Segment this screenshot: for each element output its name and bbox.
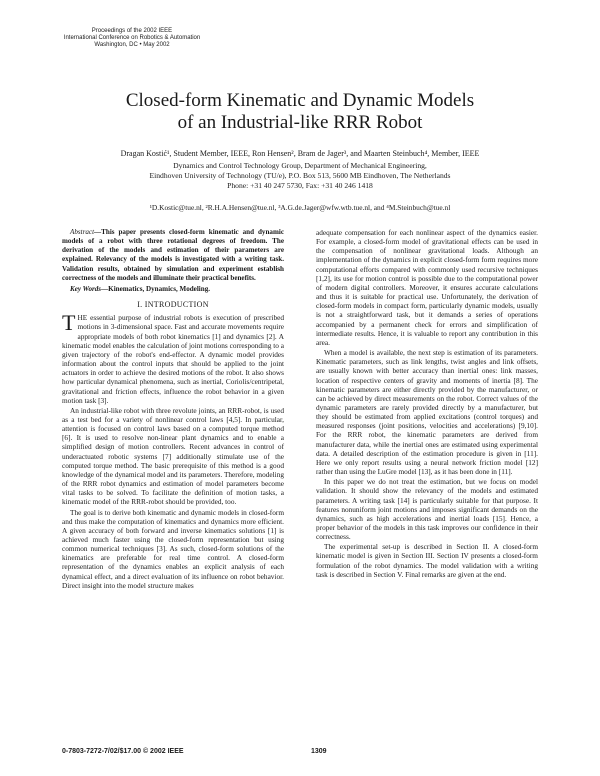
proceedings-header <box>62 28 202 49</box>
page-number: 1309 <box>311 748 327 755</box>
paragraph-text: HE essential purpose of industrial robots is execution of prescribed motions in 3-dimensional space. Fast and accurate movements require appropriate models of both robot kinematics [1] and dynamics [2]. A kinematic model enables the calculation of joint motions corresponding to a given trajectory of the robot's end-effector. A dynamic model provides information about the control inputs that should be applied to the joint actuators in order to achieve the desired motions of the robot. It also shows how particular dynamical phenomena, such as inertial, Coriolis/centripetal, gravitational and friction effects, influence the robot behavior in a given motion task [3]. <box>62 313 284 405</box>
paragraph <box>62 310 284 405</box>
section-heading: I. INTRODUCTION <box>137 300 209 310</box>
drop-cap: T <box>62 310 76 336</box>
affiliation <box>60 161 540 191</box>
title-line: of an Industrial-like RRR Robot <box>177 112 423 133</box>
paper-title <box>60 90 540 134</box>
affiliation-line: Dynamics and Control Technology Group, Department of Mechanical Engineering, <box>173 161 427 170</box>
proceedings-line: Washington, DC • May 2002 <box>94 42 170 48</box>
title-line: Closed-form Kinematic and Dynamic Models <box>125 90 475 111</box>
keywords-text: —Kinematics, Dynamics, Modeling. <box>101 284 211 293</box>
paragraph: In this paper we do not treat the estimation, but we focus on model validation. It should show the relevancy of the models and estimated parameters. A writing task [14] is particularly suitable for that purpose. It features nonuniform joint motions and imposes significant demands on the dynamics, such as high accelerations and inertial loads [15]. Hence, a proper behavior of the models in this task improves our confidence in their correctness. <box>316 477 538 542</box>
affiliation-line: Phone: +31 40 247 5730, Fax: +31 40 246 1418 <box>227 181 373 190</box>
paragraph: The experimental set-up is described in Section II. A closed-form kinematic model is given in Section III. Section IV presents a closed-form formulation of the robot dynamics. The model validation with a writing task is described in Section V. Final remarks are given at the end. <box>316 542 538 579</box>
paragraph: The goal is to derive both kinematic and dynamic models in closed-form and thus make the computation of kinematics and dynamics more efficient. A given accuracy of both forward and inverse kinematics solutions [1] is achieved much faster using the closed-form representation but using common numerical techniques [3]. As such, closed-form solutions of the kinematics are preferable for real time control. A closed-form representation of the dynamics enables an explicit analysis of each dynamical effect, and a direct evaluation of its influence on robot behavior. Direct insight into the model structure makes <box>62 507 284 590</box>
proceedings-line: International Conference on Robotics & Automation <box>63 35 201 41</box>
keywords <box>62 285 284 294</box>
author-emails: ¹D.Kostic@tue.nl, ²R.H.A.Hensen@tue.nl, ³A.G.de.Jager@wfw.wtb.tue.nl, and ⁴M.Steinbuch@tue.nl <box>149 203 451 212</box>
paragraph: adequate compensation for each nonlinear aspect of the dynamics easier. For example, a closed-form model of gravitational effects can be used in the compensation of nonlinear gravitational loads. Although an implementation of the dynamics in explicit closed-form form requires more computational efforts compared with commonly used recursive techniques [1,2], its use for motion control is possible due to the computational power of modern digital controllers. Moreover, it ensures accurate calculations and thus it is suitable for practical use. Unfortunately, the derivation of closed-form models in compact form, particularly dynamic models, usually is not a straightforward task, but it demands a series of operations accompanied by a permanent check for errors and simplification of intermediate results. Hence, it is valuable to report any contribution in this area. <box>316 228 538 347</box>
copyright-footer: 0-7803-7272-7/02/$17.00 © 2002 IEEE <box>62 748 184 755</box>
abstract-text: —This paper presents closed-form kinematic and dynamic models of a robot with three rotational degrees of freedom. The derivation of the models and estimation of their parameters are explained. Relevancy of the models is investigated with a writing task. Validation results, obtained by simulation and experiment establish correctness of the models and illuminate their practical benefits. <box>62 228 284 282</box>
right-column <box>316 228 538 580</box>
proceedings-line: Proceedings of the 2002 IEEE <box>91 28 173 34</box>
abstract-lead: Abstract <box>70 228 95 236</box>
abstract <box>62 228 284 283</box>
affiliation-line: Eindhoven University of Technology (TU/e), P.O. Box 513, 5600 MB Eindhoven, The Netherlands <box>149 171 451 180</box>
paragraph: When a model is available, the next step is estimation of its parameters. Kinematic parameters, such as link lengths, twist angles and link offsets, are usually known with better accuracy than inertial ones: link masses, location of respective centers of gravity and moments of inertia [8]. The kinematic parameters are either directly provided by the manufacturer, or can be achieved by direct measurements on the robot. Correct values of the dynamic parameters are rarely provided directly by a manufacturer, but they should be estimated from applied excitations (control torques) and measured responses (joint positions, velocities and accelerations) [9,10]. For the RRR robot, the kinematic parameters are derived from manufacturer data, while the inertial ones are estimated using experimental data. A detailed description of the estimation procedure is given in [11]. Here we only report results using a neural network friction model [12] rather than using the LuGre model [13], as it has been done in [11]. <box>316 348 538 477</box>
keywords-lead: Key Words <box>70 284 102 293</box>
authors: Dragan Kostić¹, Student Member, IEEE, Ron Hensen², Bram de Jager³, and Maarten Steinbuch⁴, Member, IEEE <box>120 149 480 158</box>
left-column <box>62 228 284 591</box>
paragraph: An industrial-like robot with three revolute joints, an RRR-robot, is used as a test bed for a variety of nonlinear control laws [4,5]. In particular, attention is focused on control laws based on a computed torque method [6]. It is used to resolve non-linear plant dynamics and to enable a simplified design of motion controllers. Recent advances in control of underactuated robotic systems [7] additionally stimulate use of the computed torque method. The basic prerequisite of this method is a good knowledge of the dynamical model and its parameters. Therefore, modeling of the RRR robot dynamics and estimation of model parameters become vital tasks to be solved. To facilitate the definition of motion tasks, a kinematic model of the RRR-robot should be provided, too. <box>62 405 284 507</box>
